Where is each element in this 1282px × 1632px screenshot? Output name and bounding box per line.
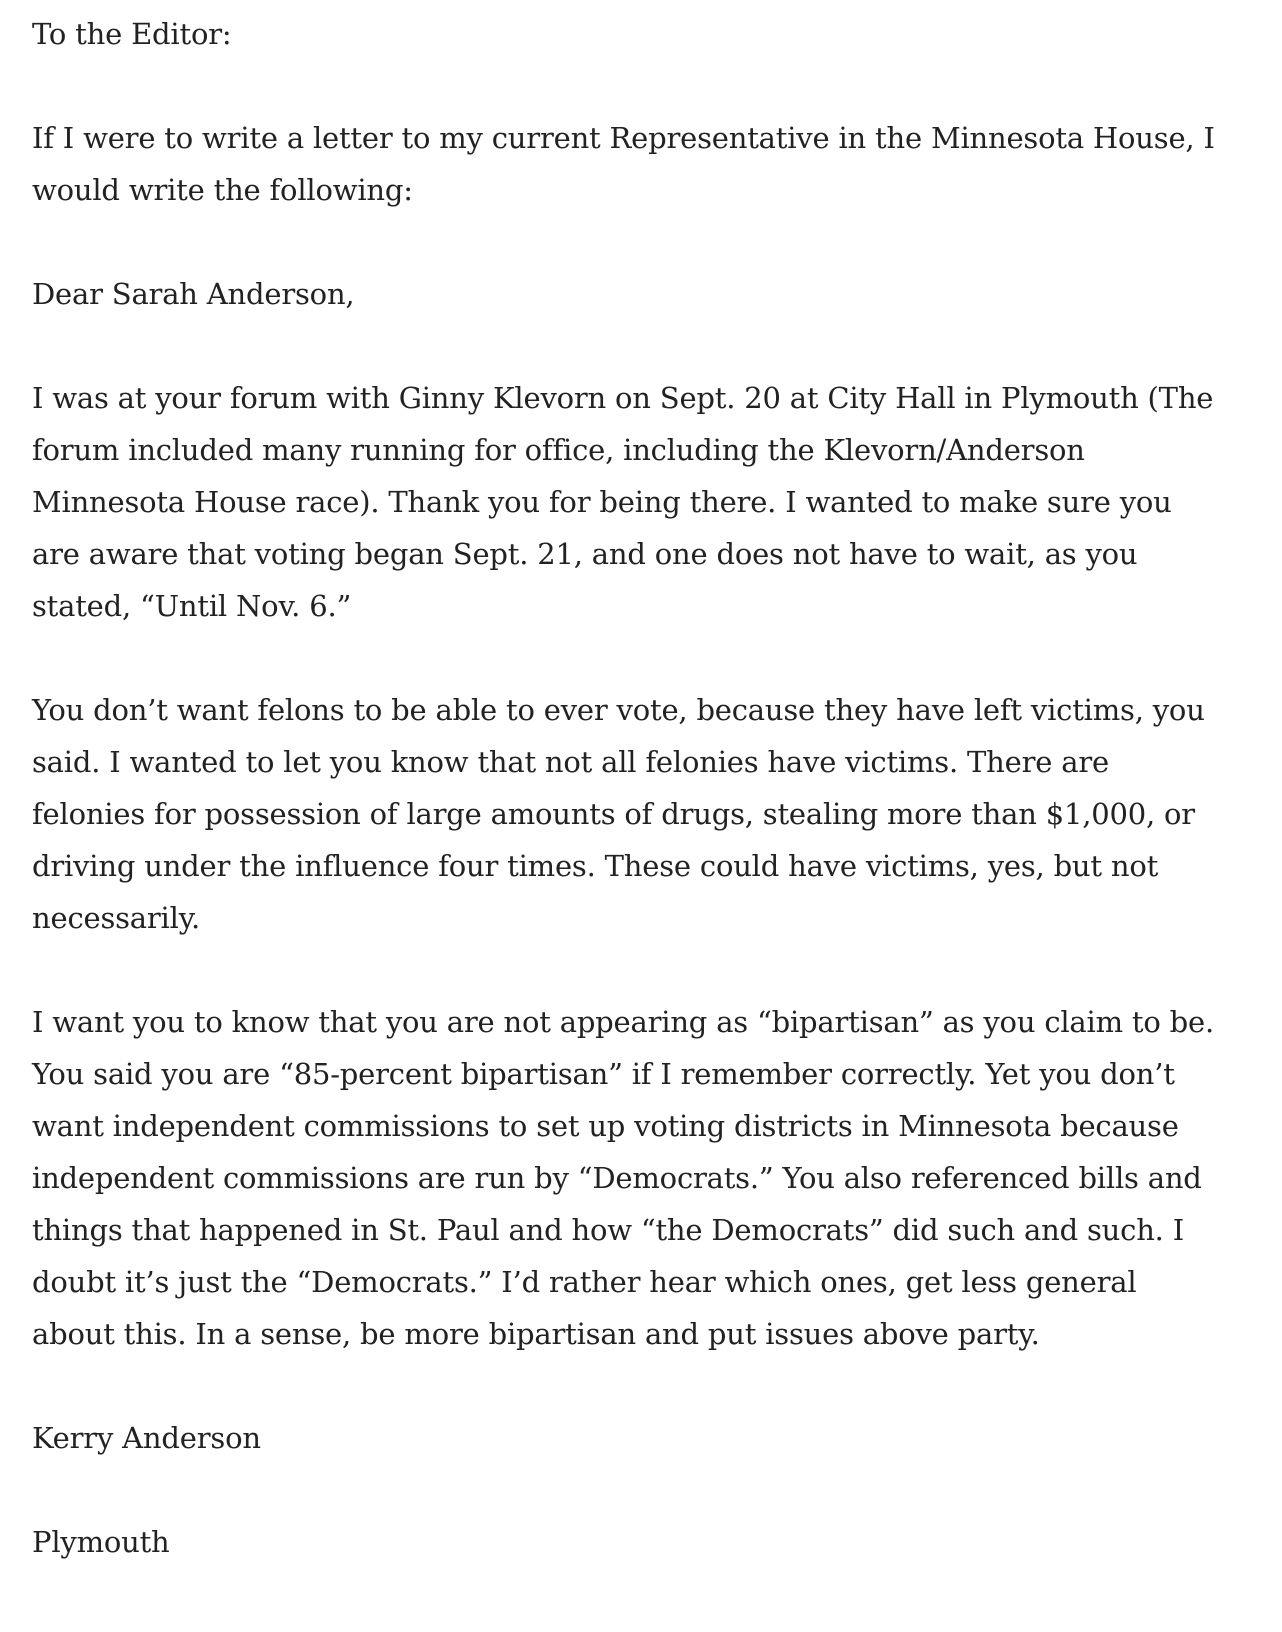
representative-salutation: Dear Sarah Anderson, xyxy=(32,277,355,311)
body-paragraph-bipartisan: I want you to know that you are not appearing as “bipartisan” as you claim to be. You said you are “85-percent bipartisan” if I remember correctly. Yet you don’t want independent commissions to set up voting districts in Minnesota because independent commissions are run by “Democrats.” You also referenced bills and things that happened in St. Paul and how “the Democrats” did such and such. I doubt it’s just the “Democrats.” I’d rather hear which ones, get less general about this. In a sense, be more bipartisan and put issues above party. xyxy=(32,1005,1214,1351)
body-paragraph-forum: I was at your forum with Ginny Klevorn on Sept. 20 at City Hall in Plymouth (The forum included many running for office, including the Klevorn/Anderson Minnesota House race). Thank you for being there. I wanted to make sure you are aware that voting began Sept. 21, and one does not have to wait, as you stated, “Until Nov. 6.” xyxy=(32,381,1214,623)
signature-city: Plymouth xyxy=(32,1525,170,1559)
body-paragraph-felons: You don’t want felons to be able to ever vote, because they have left victims, you said. I wanted to let you know that not all felonies have victims. There are felonies for possession of large amounts of drugs, stealing more than $1,000, or driving under the influence four times. These could have victims, yes, but not necessarily. xyxy=(32,693,1205,935)
signature-name: Kerry Anderson xyxy=(32,1421,261,1455)
letter-intro: If I were to write a letter to my current Representative in the Minnesota House, I would write the following: xyxy=(32,121,1215,207)
editor-salutation: To the Editor: xyxy=(32,17,232,51)
